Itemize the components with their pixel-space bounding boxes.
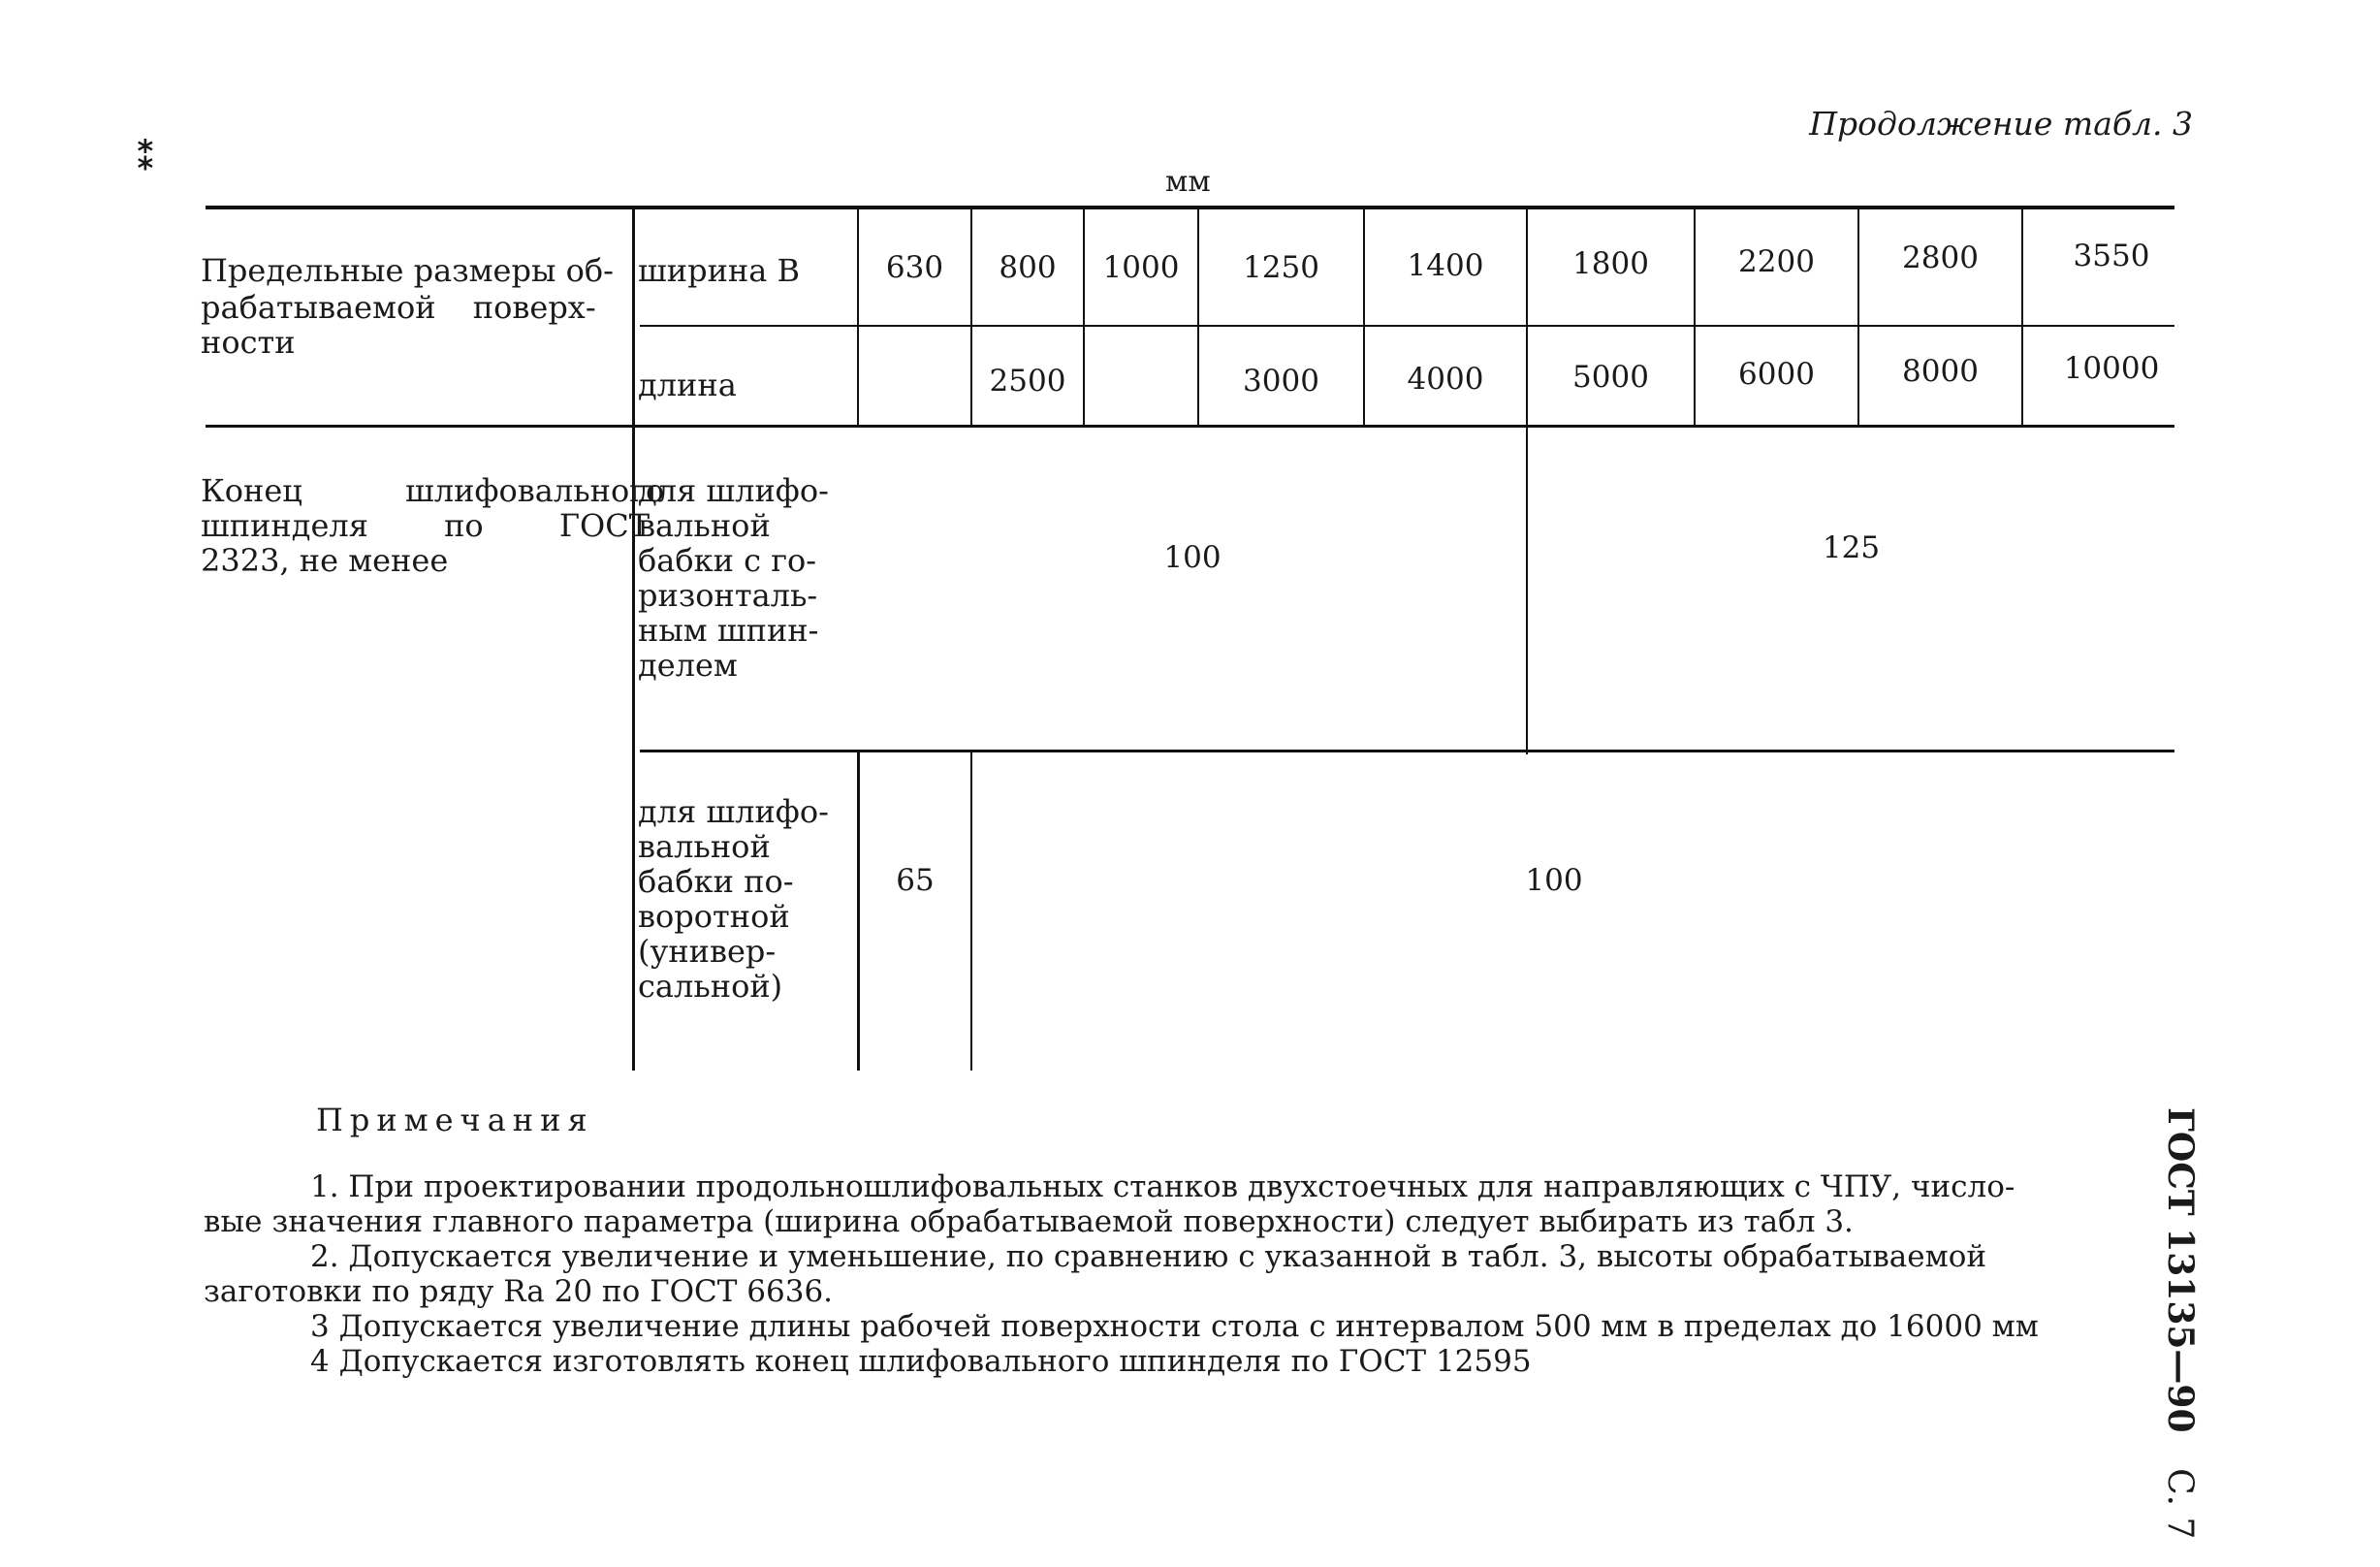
notes-title: Примечания (316, 1102, 594, 1138)
rotary-value-100: 100 (1525, 863, 1583, 898)
width-value: 3550 (2073, 239, 2150, 273)
row2-label-line: 2323, не менее (201, 542, 449, 579)
width-value: 630 (885, 250, 944, 285)
width-value: 2200 (1738, 244, 1815, 279)
horizontal-label-line: бабки с го- (638, 542, 817, 579)
length-value: 6000 (1738, 357, 1815, 392)
note-1: 1. При проектировании продольношлифовальных станков двухстоечных для направляющих с ЧПУ, числo- (310, 1169, 2015, 1204)
row1-label-line: ности (201, 324, 296, 361)
rotary-label-line: (универ- (638, 933, 777, 970)
standard-side-label (2160, 1107, 2201, 1540)
length-value: 2500 (989, 364, 1066, 399)
length-value: 8000 (1902, 354, 1979, 389)
rotary-value-65: 65 (896, 863, 935, 898)
rotary-split-line-2 (970, 752, 972, 1071)
row2-label-line: шпинделя по ГОСТ (201, 507, 651, 544)
horizontal-value-100: 100 (1163, 540, 1222, 575)
unit-label: мм (1165, 165, 1211, 199)
width-value: 1000 (1102, 250, 1180, 285)
row1-label-line: Предельные размеры об- (201, 252, 614, 289)
row2-label-line: Конец шлифовального (201, 472, 665, 509)
page-number: С. 7 (2160, 1468, 2200, 1540)
rotary-label-line: вальной (638, 828, 771, 865)
horizontal-value-125: 125 (1822, 530, 1881, 565)
width-value: 1800 (1572, 246, 1649, 281)
row1-label-line: рабатываемой поверх- (201, 289, 596, 326)
column-line (1526, 209, 1528, 754)
rotary-split-line-1 (857, 752, 860, 1071)
table-mid-rule (206, 425, 2174, 428)
rotary-label-line: бабки по- (638, 863, 794, 900)
rotary-label-line: для шлифо- (638, 793, 829, 830)
table-top-rule (206, 206, 2174, 209)
label-column-line (632, 209, 635, 1071)
horizontal-label-line: ным шпин- (638, 612, 819, 649)
note-4: 4 Допускается изготовлять конец шлифовального шпинделя по ГОСТ 12595 (310, 1344, 1532, 1379)
row2-divider (640, 750, 2174, 752)
length-value: 3000 (1243, 364, 1319, 399)
length-value: 5000 (1572, 360, 1649, 395)
note-1-cont: вые значения главного параметра (ширина обрабатываемой поверхности) следует выбирать из табл 3. (204, 1204, 1854, 1239)
rotary-label-line: сальной) (638, 968, 783, 1005)
width-value: 2800 (1902, 240, 1979, 275)
horizontal-label-line: вальной (638, 507, 771, 544)
standard-number: ГОСТ 13135—90 (2160, 1107, 2201, 1433)
length-label: длина (638, 367, 737, 403)
horizontal-label-line: ризонталь- (638, 577, 818, 614)
corner-mark: ⁑ (136, 134, 156, 179)
continuation-label: Продолжение табл. 3 (1809, 105, 2193, 143)
rotary-label-line: воротной (638, 898, 790, 935)
note-3: 3 Допускается увеличение длины рабочей поверхности стола с интервалом 500 мм в пределах до 16000 мм (310, 1309, 2039, 1344)
note-2-cont: заготовки по ряду Ra 20 по ГОСТ 6636. (204, 1274, 834, 1309)
length-value: 10000 (2063, 351, 2160, 386)
width-value: 1400 (1407, 248, 1484, 283)
column-line (1083, 209, 1085, 425)
note-2: 2. Допускается увеличение и уменьшение, по сравнению с указанной в табл. 3, высоты обрабатываемой (310, 1239, 1987, 1274)
width-length-divider (640, 325, 2174, 327)
column-line (1694, 209, 1696, 425)
horizontal-label-line: делем (638, 647, 738, 684)
column-line (857, 209, 859, 425)
width-value: 1250 (1243, 250, 1319, 285)
horizontal-label-line: для шлифо- (638, 472, 829, 509)
width-value: 800 (999, 250, 1057, 285)
length-value: 4000 (1407, 362, 1484, 397)
width-label: ширина B (638, 252, 800, 289)
